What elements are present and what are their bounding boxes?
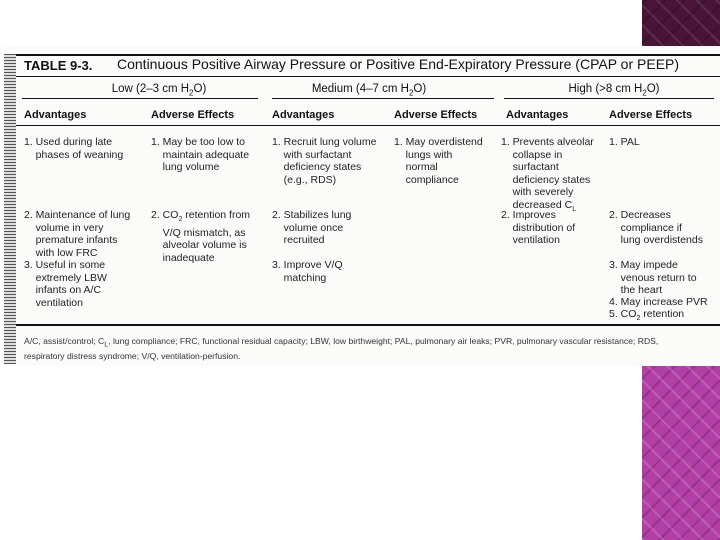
high-adverse-2: 2. Decreases compliance if lung overdistends [609, 209, 703, 246]
col-medium-adverse: Adverse Effects [394, 109, 478, 121]
decorative-tile-bottom [642, 366, 720, 540]
high-adv-2: 2. Improves distribution of ventilation [501, 209, 576, 246]
low-adv-2: 2. Maintenance of lung volume in very premature infants with low FRC [24, 209, 131, 259]
col-medium-advantages: Advantages [272, 109, 335, 121]
bottom-rule [16, 324, 720, 326]
med-adverse-1: 1. May overdistend lungs with normal compliance [394, 136, 483, 186]
col-high-adverse: Adverse Effects [609, 109, 693, 121]
group-medium-underline [272, 98, 494, 99]
high-adverse-3: 3. May impede venous return to the heart [609, 259, 697, 296]
table-number: TABLE 9-3. [24, 58, 93, 73]
low-adverse-1: 1. May be too low to maintain adequate lung volume [151, 136, 250, 173]
group-medium: Medium (4–7 cm $H_2O$) [311, 83, 427, 98]
group-high-underline [504, 98, 714, 99]
med-adv-1: 1. Recruit lung volume with surfactant deficiency states (e.g., RDS) [272, 136, 377, 186]
table-scan [4, 46, 720, 366]
low-adv-1: 1. Used during late phases of weaning [24, 136, 124, 161]
group-low: Low (2–3 cm $H_2O$) [111, 83, 207, 98]
high-adv-1: 1. Prevents alveolar collapse in surfactant deficiency states with severely decreased $C_L$ [501, 136, 594, 213]
col-low-adverse: Adverse Effects [151, 109, 235, 121]
high-adverse-1: 1. PAL [609, 136, 640, 148]
group-high: High (>8 cm $H_2O$) [568, 83, 660, 98]
header-rule [16, 125, 720, 126]
col-high-advantages: Advantages [506, 109, 569, 121]
low-adverse-2: 2. $CO_2$ retention from V/Q mismatch, as alveolar volume is inadequate [151, 209, 251, 264]
high-adverse-5: 5. $CO_2$ retention [609, 308, 685, 323]
scan-edge [4, 54, 16, 364]
group-low-underline [22, 98, 258, 99]
low-adv-3: 3. Useful in some extremely LBW infants on A/C ventilation [24, 259, 107, 309]
high-adverse-4: 4. May increase PVR [609, 296, 708, 308]
decorative-tile-top [642, 0, 720, 46]
table-title: Continuous Positive Airway Pressure or Positive End-Expiratory Pressure (CPAP or PEEP) [117, 56, 680, 72]
title-rule [16, 76, 720, 77]
table-footnote: A/C, assist/control; $C_L$, lung compliance; FRC, functional residual capacity; LBW, low birthweight; PAL, pulmonary air leaks; PVR, pulmonary vascular resistance; RDS, respiratory distress syndrome; V/Q, ventilation-perfusion. [24, 336, 659, 361]
med-adv-3: 3. Improve V/Q matching [272, 259, 343, 284]
col-low-advantages: Advantages [24, 109, 87, 121]
med-adv-2: 2. Stabilizes lung volume once recruited [272, 209, 352, 246]
